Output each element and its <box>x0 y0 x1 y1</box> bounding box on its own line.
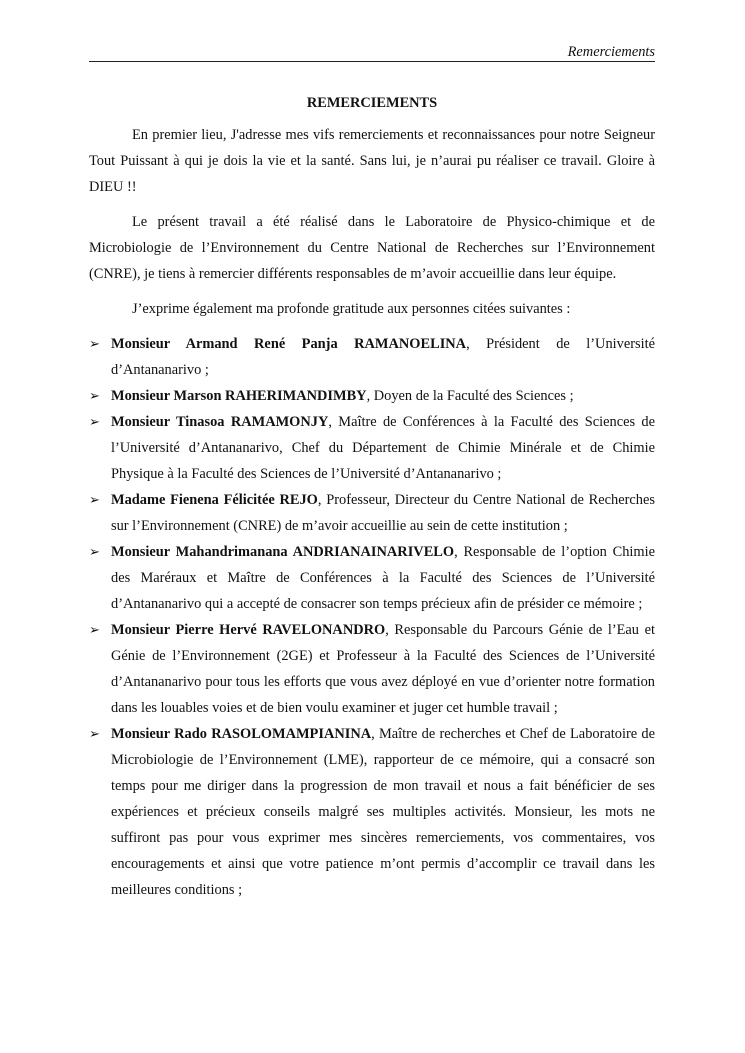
arrow-bullet-icon: ➢ <box>89 726 100 741</box>
person-role: , Maître de recherches et Chef de Laboratoire de Microbiologie de l’Environnement (LME), rapporteur de ce mémoire, qui a consacré son temps pour me diriger dans la progression de mon travail et nous a fait bénéficier de ses expériences et précieux conseils malgré ses multiples activités. Monsieur, les mots ne suffiront pas pour vous exprimer mes sincères remerciements, vos commentaires, vos encouragements et ainsi que votre patience m’ont permis d’accomplir ce travail dans les meilleures conditions ; <box>111 726 655 898</box>
arrow-bullet-icon: ➢ <box>89 388 100 403</box>
arrow-bullet-icon: ➢ <box>89 414 100 429</box>
person-role: , Professeur, Directeur du Centre National de Recherches sur l’Environnement (CNRE) de m’avoir accueillie au sein de cette institution ; <box>111 492 655 534</box>
running-header: Remerciements <box>89 44 655 62</box>
list-item <box>89 331 655 383</box>
person-role: , Maître de Conférences à la Faculté des Sciences de l’Université d’Antananarivo, Chef du Département de Chimie Minérale et de Chimie Physique à la Faculté des Sciences de l’Université d’Antananarivo ; <box>111 414 656 482</box>
list-item <box>89 487 655 539</box>
list-item <box>89 409 655 487</box>
person-name: Monsieur Rado RASOLOMAMPIANINA <box>111 726 372 742</box>
paragraph-intro: En premier lieu, J'adresse mes vifs remerciements et reconnaissances pour notre Seigneur Tout Puissant à qui je dois la vie et la santé. Sans lui, je n’aurai pu réaliser ce travail. Gloire à DIEU !! <box>89 127 655 195</box>
person-name: Monsieur Pierre Hervé RAVELONANDRO <box>111 622 386 638</box>
arrow-bullet-icon: ➢ <box>89 336 100 351</box>
person-name: Monsieur Marson RAHERIMANDIMBY <box>111 388 367 404</box>
person-name: Monsieur Tinasoa RAMAMONJY <box>111 414 329 430</box>
person-role: , Doyen de la Faculté des Sciences ; <box>366 388 574 404</box>
thanks-list <box>89 331 655 903</box>
person-role: , Président de l’Université d’Antananarivo ; <box>111 336 655 378</box>
document-body <box>89 122 655 903</box>
person-role: , Responsable du Parcours Génie de l’Eau et Génie de l’Environnement (2GE) et Professeur à la Faculté des Sciences de l’Université d’Antananarivo pour tous les efforts que vous avez déployé en vue d’orienter notre formation dans les louables voies et de bien voulu examiner et juger cet humble travail ; <box>111 622 655 716</box>
list-item <box>89 721 655 903</box>
list-item <box>89 617 655 721</box>
list-item <box>89 539 655 617</box>
paragraph-laboratory: Le présent travail a été réalisé dans le Laboratoire de Physico-chimique et de Microbiologie de l’Environnement du Centre National de Recherches sur l’Environnement (CNRE), je tiens à remercier différents responsables de m’avoir accueillie dans leur équipe. <box>89 214 655 282</box>
arrow-bullet-icon: ➢ <box>89 492 100 507</box>
person-name: Monsieur Mahandrimanana ANDRIANAINARIVELO <box>111 544 455 560</box>
list-item <box>89 383 655 409</box>
arrow-bullet-icon: ➢ <box>89 544 100 559</box>
paragraph-gratitude: J’exprime également ma profonde gratitude aux personnes citées suivantes : <box>132 301 571 317</box>
page-title: REMERCIEMENTS <box>306 95 438 111</box>
person-name: Madame Fienena Félicitée REJO <box>111 492 318 508</box>
arrow-bullet-icon: ➢ <box>89 622 100 637</box>
person-name: Monsieur Armand René Panja RAMANOELINA <box>111 336 467 352</box>
person-role: , Responsable de l’option Chimie des Maréraux et Maître de Conférences à la Faculté des Sciences de l’Université d’Antananarivo qui a accepté de consacrer son temps précieux afin de présider ce mémoire ; <box>111 544 655 612</box>
